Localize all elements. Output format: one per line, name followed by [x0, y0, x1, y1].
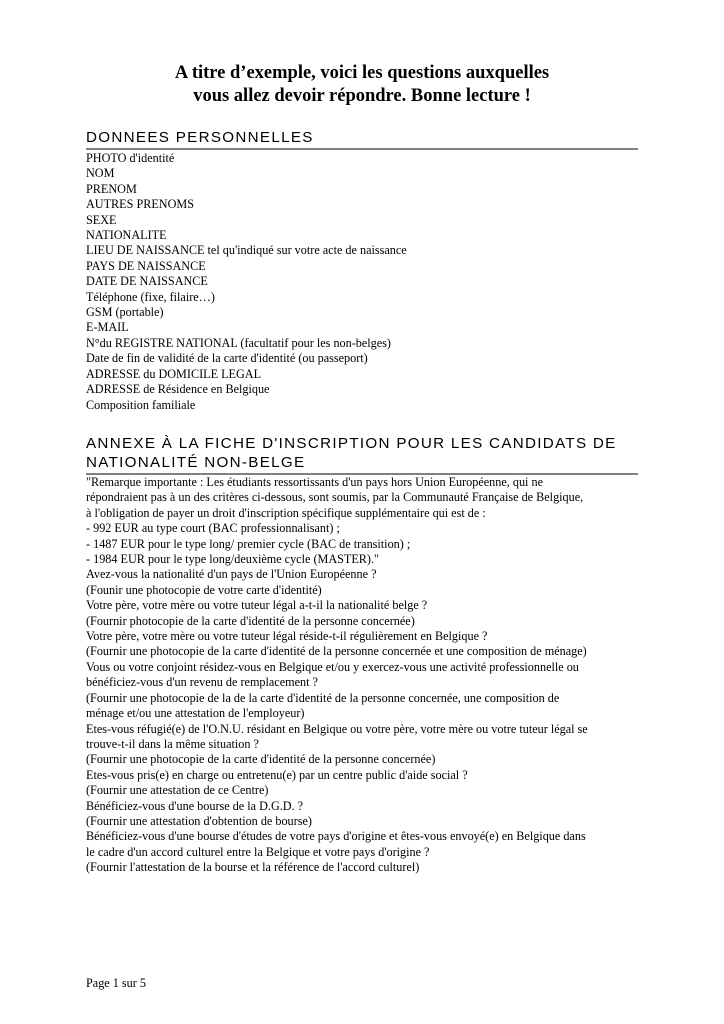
page-number: Page 1 sur 5 [86, 976, 146, 990]
text-line: (Fournir photocopie de la carte d'identité de la personne concernée) [86, 613, 415, 628]
list-item: AUTRES PRENOMS [86, 197, 195, 212]
text-line: répondraient pas à un des critères ci-dessous, sont soumis, par la Communauté Française de Belgique, [86, 490, 584, 505]
text-line: (Fournir une photocopie de la carte d'identité de la personne concernée) [86, 752, 436, 767]
text-line: (Founir une photocopie de votre carte d'identité) [86, 582, 322, 597]
page-title [86, 62, 638, 108]
title-line-2: vous allez devoir répondre. Bonne lecture ! [193, 86, 531, 106]
annex-heading-line-2: NATIONALITÉ NON-BELGE [86, 454, 306, 471]
text-line: - 1487 EUR pour le type long/ premier cycle (BAC de transition) ; [86, 536, 411, 551]
list-item: NOM [86, 166, 115, 181]
annex-text [86, 475, 646, 876]
list-item: Composition familiale [86, 397, 196, 412]
list-item: Téléphone (fixe, filaire…) [86, 289, 215, 304]
text-line: Bénéficiez-vous d'une bourse de la D.G.D. ? [86, 798, 304, 813]
annex-heading-line-1: ANNEXE À LA FICHE D'INSCRIPTION POUR LES CANDIDATS DE [86, 435, 617, 452]
text-line: "Remarque importante : Les étudiants ressortissants d'un pays hors Union Européenne, qui ne [86, 475, 543, 489]
list-item: SEXE [86, 212, 117, 227]
list-item: LIEU DE NAISSANCE tel qu'indiqué sur votre acte de naissance [86, 243, 407, 258]
text-line: (Fournir une attestation de ce Centre) [86, 783, 269, 798]
text-line: (Fournir une photocopie de la de la carte d'identité de la personne concernée, une composition de [86, 690, 560, 705]
list-item: GSM (portable) [86, 305, 164, 320]
list-item: ADRESSE du DOMICILE LEGAL [86, 366, 262, 381]
text-line: Avez-vous la nationalité d'un pays de l'Union Européenne ? [86, 567, 377, 582]
text-line: (Fournir l'attestation de la bourse et la référence de l'accord culturel) [86, 860, 420, 875]
text-line: à l'obligation de payer un droit d'inscription spécifique supplémentaire qui est de : [86, 505, 486, 520]
list-item: N°du REGISTRE NATIONAL (facultatif pour les non-belges) [86, 335, 391, 350]
text-line: Bénéficiez-vous d'une bourse d'études de votre pays d'origine et êtes-vous envoyé(e) en Belgique dans [86, 829, 586, 844]
list-item: E-MAIL [86, 320, 129, 335]
text-line: Votre père, votre mère ou votre tuteur légal réside-t-il régulièrement en Belgique ? [86, 629, 488, 644]
text-line: - 992 EUR au type court (BAC professionnalisant) ; [86, 521, 340, 536]
text-line: (Fournir une attestation d'obtention de bourse) [86, 813, 312, 828]
text-line: Vous ou votre conjoint résidez-vous en Belgique et/ou y exercez-vous une activité professionnelle ou [86, 659, 579, 674]
text-line: bénéficiez-vous d'un revenu de remplacement ? [86, 675, 318, 690]
list-item: DATE DE NAISSANCE [86, 274, 208, 289]
text-line: Etes-vous réfugié(e) de l'O.N.U. résidant en Belgique ou votre père, votre mère ou votre tuteur légal se [86, 721, 588, 736]
text-line: - 1984 EUR pour le type long/deuxième cycle (MASTER)." [86, 552, 380, 567]
list-item: Date de fin de validité de la carte d'identité (ou passeport) [86, 351, 368, 366]
list-item: PRENOM [86, 181, 137, 196]
list-item: NATIONALITE [86, 228, 167, 243]
section-heading-annex [86, 434, 638, 475]
title-line-1: A titre d’exemple, voici les questions auxquelles [174, 63, 550, 83]
personal-data-list [86, 151, 646, 413]
list-item: PHOTO d'identité [86, 151, 175, 165]
text-line: le cadre d'un accord culturel entre la Belgique et votre pays d'origine ? [86, 844, 430, 859]
section-heading-personal-data: DONNEES PERSONNELLES [86, 128, 638, 150]
list-item: ADRESSE de Résidence en Belgique [86, 382, 270, 397]
text-line: trouve-t-il dans la même situation ? [86, 736, 259, 751]
list-item: PAYS DE NAISSANCE [86, 258, 206, 273]
text-line: ménage et/ou une attestation de l'employeur) [86, 706, 305, 721]
text-line: Votre père, votre mère ou votre tuteur légal a-t-il la nationalité belge ? [86, 598, 428, 613]
text-line: (Fournir une photocopie de la carte d'identité de la personne concernée et une composition de ménage) [86, 644, 587, 659]
text-line: Etes-vous pris(e) en charge ou entretenu(e) par un centre public d'aide social ? [86, 767, 468, 782]
